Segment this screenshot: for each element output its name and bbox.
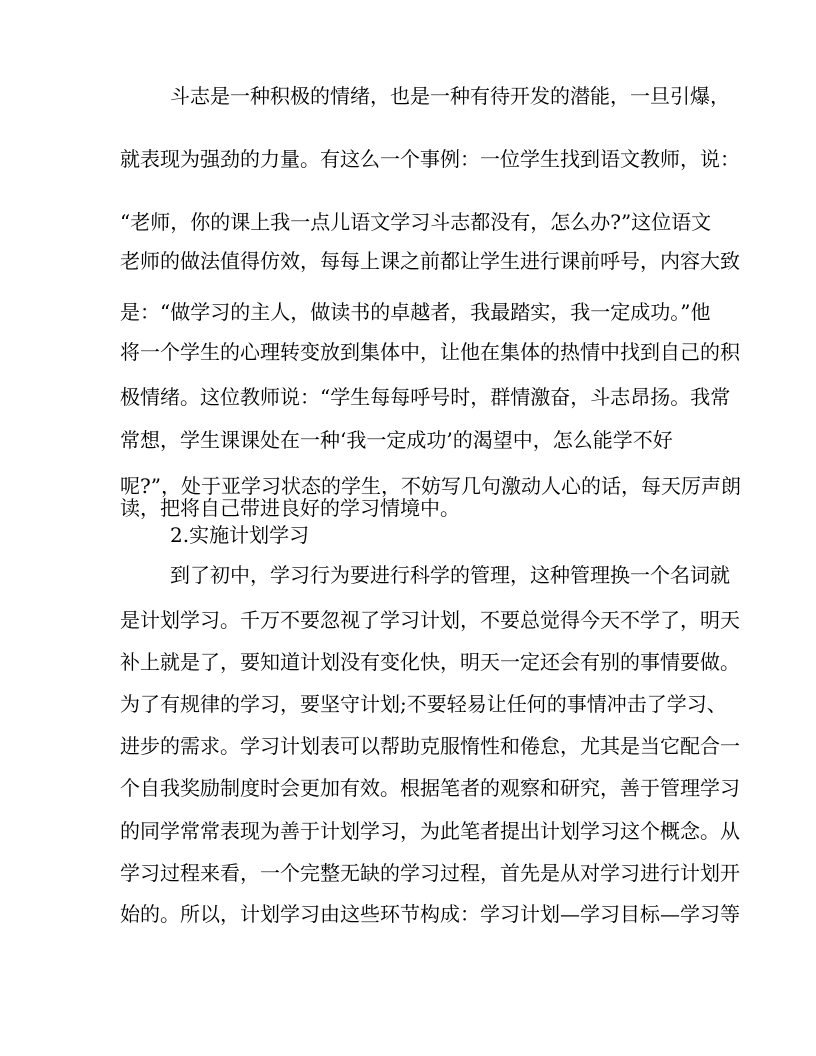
section-heading: 2.实施计划学习 [170, 523, 310, 547]
paragraph-1-line-6: 将一个学生的心理转变放到集体中，让他在集体的热情中找到自己的积 [120, 340, 740, 364]
paragraph-2-line-7: 的同学常常表现为善于计划学习，为此笔者提出计划学习这个概念。从 [120, 819, 740, 843]
paragraph-1-line-10: 读，把将自己带进良好的学习情境中。 [120, 496, 460, 520]
paragraph-2-line-6: 个自我奖励制度时会更加有效。根据笔者的观察和研究，善于管理学习 [120, 776, 740, 800]
paragraph-2-line-1: 到了初中，学习行为要进行科学的管理，这种管理换一个名词就 [170, 563, 730, 587]
paragraph-2-line-4: 为了有规律的学习，要坚守计划;不要轻易让任何的事情冲击了学习、 [120, 692, 727, 716]
paragraph-2-line-2: 是计划学习。千万不要忽视了学习计划，不要总觉得今天不学了，明天 [120, 608, 740, 632]
paragraph-2-line-3: 补上就是了，要知道计划没有变化快，明天一定还会有别的事情要做。 [120, 650, 740, 674]
paragraph-1-line-8: 常想，学生课课处在一种‘我一定成功’的渴望中，怎么能学不好 [120, 428, 673, 452]
paragraph-1-line-5: 是：“做学习的主人，做读书的卓越者，我最踏实，我一定成功。”他 [120, 300, 711, 324]
paragraph-1-line-2: 就表现为强劲的力量。有这么一个事例：一位学生找到语文教师，说： [120, 147, 740, 171]
paragraph-2-line-8: 学习过程来看，一个完整无缺的学习过程，首先是从对学习进行计划开 [120, 861, 740, 885]
paragraph-1-line-7: 极情绪。这位教师说：“学生每每呼号时，群情激奋，斗志昂扬。我常 [120, 385, 731, 409]
paragraph-1-line-1: 斗志是一种积极的情绪，也是一种有待开发的潜能，一旦引爆， [170, 84, 730, 108]
paragraph-1-line-3: “老师，你的课上我一点儿语文学习斗志都没有，怎么办?”这位语文 [120, 210, 712, 234]
paragraph-1-line-9: 呢?”，处于亚学习状态的学生，不妨写几句激动人心的话，每天厉声朗 [120, 474, 741, 498]
paragraph-2-line-5: 进步的需求。学习计划表可以帮助克服惰性和倦怠，尤其是当它配合一 [120, 734, 740, 758]
paragraph-2-line-9: 始的。所以，计划学习由这些环节构成：学习计划—学习目标—学习等 [120, 902, 740, 926]
paragraph-1-line-4: 老师的做法值得仿效，每每上课之前都让学生进行课前呼号，内容大致 [120, 249, 740, 273]
